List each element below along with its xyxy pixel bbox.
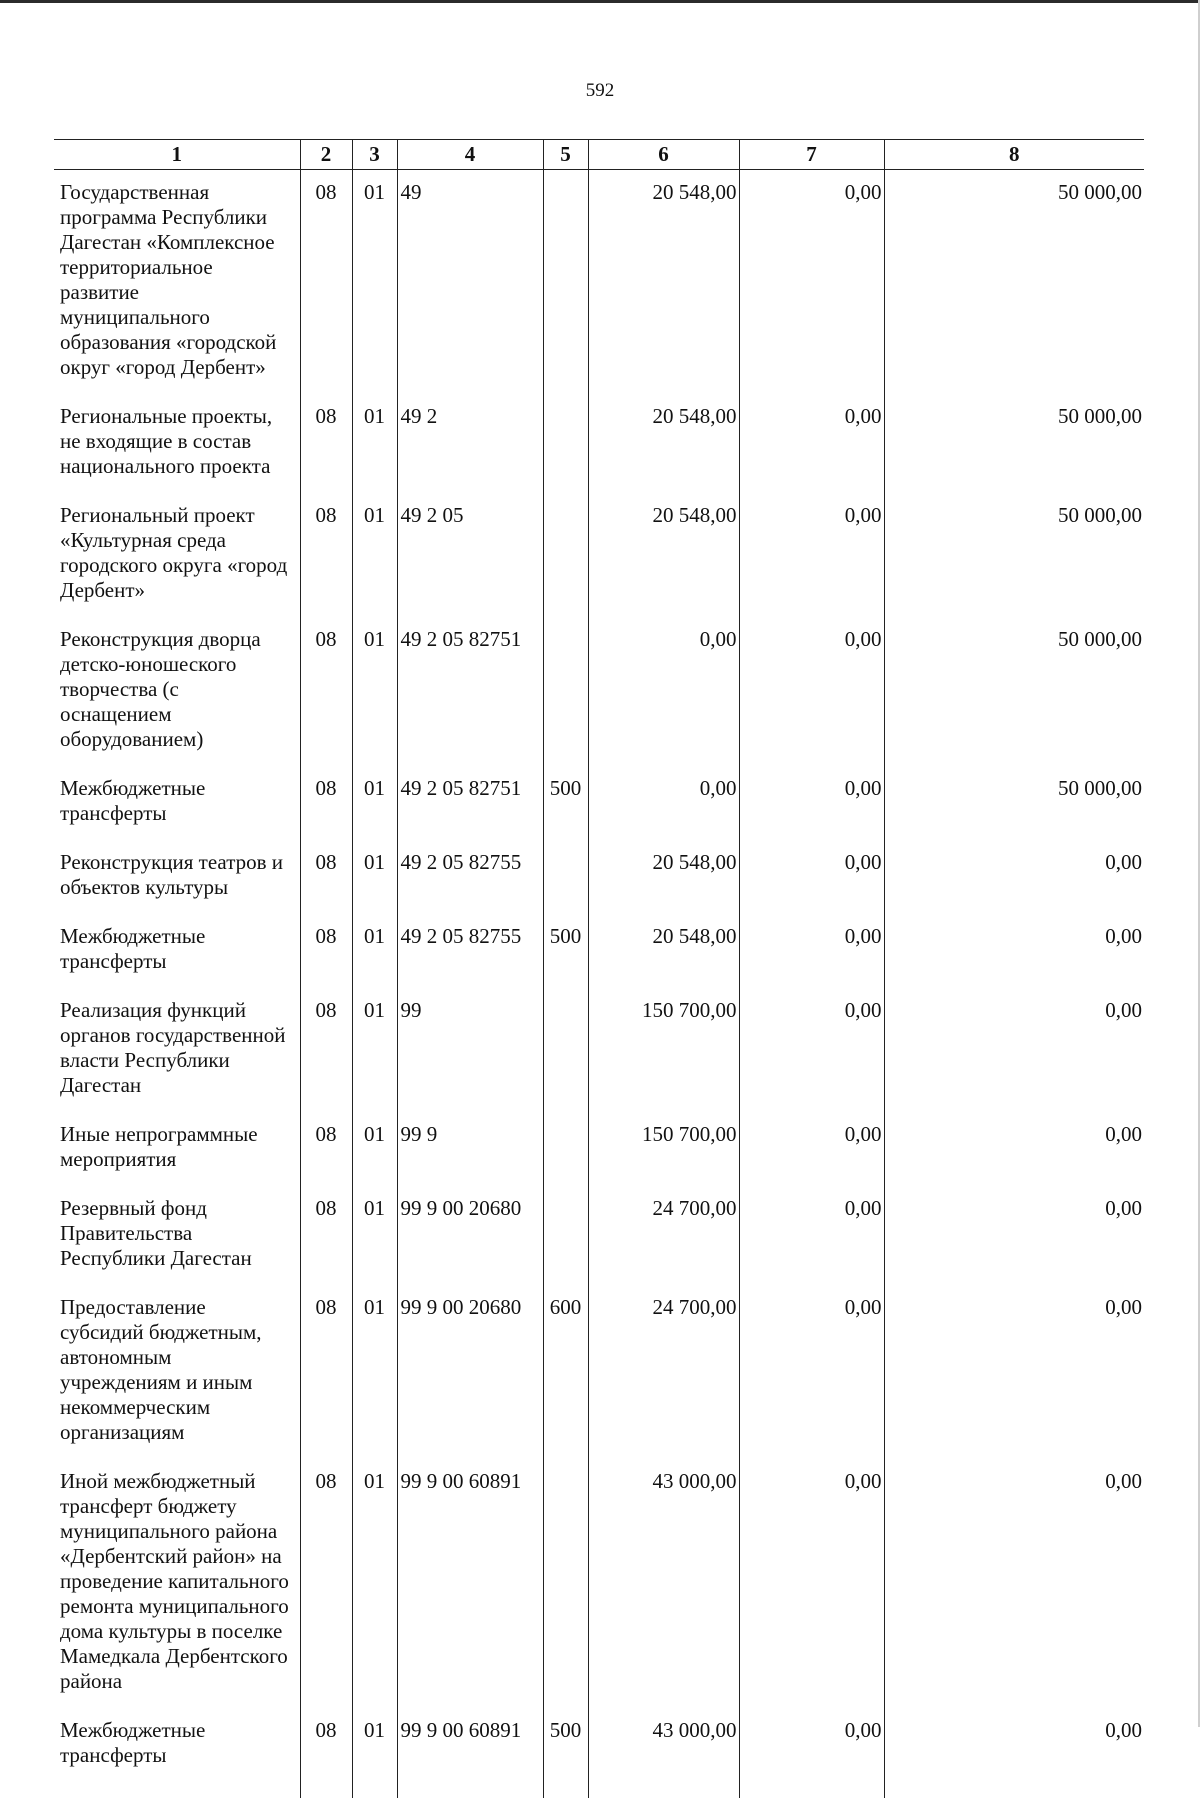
table-row — [54, 493, 1144, 617]
cell-expense-type: 500 — [543, 914, 588, 988]
cell-amount-col8: 50 000,00 — [884, 170, 1144, 395]
cell-section: 08 — [300, 1708, 352, 1782]
header-row — [54, 140, 1144, 170]
table-header — [54, 140, 1144, 170]
cell-amount-col7: 0,00 — [739, 1708, 884, 1782]
table-row — [54, 394, 1144, 493]
table-row — [54, 988, 1144, 1112]
spacer-cell — [543, 1782, 588, 1798]
cell-amount-col8: 0,00 — [884, 840, 1144, 914]
table-row — [54, 1285, 1144, 1459]
cell-name: Региональный проект «Культурная среда городского округа «город Дербент» — [54, 493, 300, 617]
cell-target-code: 49 — [397, 170, 543, 395]
cell-section: 08 — [300, 988, 352, 1112]
table-row — [54, 914, 1144, 988]
header-col-4: 4 — [397, 140, 543, 170]
cell-amount-col7: 0,00 — [739, 1285, 884, 1459]
cell-amount-col6: 20 548,00 — [588, 394, 739, 493]
cell-amount-col6: 0,00 — [588, 617, 739, 766]
cell-target-code: 99 9 00 60891 — [397, 1708, 543, 1782]
cell-amount-col6: 24 700,00 — [588, 1186, 739, 1285]
cell-amount-col8: 0,00 — [884, 1285, 1144, 1459]
cell-subsection: 01 — [352, 493, 397, 617]
cell-amount-col6: 20 548,00 — [588, 914, 739, 988]
table-row — [54, 1708, 1144, 1782]
cell-name: Межбюджетные трансферты — [54, 766, 300, 840]
page-number: 592 — [0, 80, 1200, 102]
cell-amount-col8: 0,00 — [884, 914, 1144, 988]
cell-target-code: 49 2 05 82751 — [397, 617, 543, 766]
cell-expense-type — [543, 1459, 588, 1708]
cell-name: Региональные проекты, не входящие в состав национального проекта — [54, 394, 300, 493]
cell-subsection: 01 — [352, 1708, 397, 1782]
cell-target-code: 49 2 05 82751 — [397, 766, 543, 840]
cell-expense-type — [543, 988, 588, 1112]
cell-name: Реконструкция театров и объектов культуры — [54, 840, 300, 914]
cell-section: 08 — [300, 170, 352, 395]
cell-name: Резервный фонд Правительства Республики Дагестан — [54, 1186, 300, 1285]
cell-section: 08 — [300, 1186, 352, 1285]
table-body — [54, 170, 1144, 1798]
cell-subsection: 01 — [352, 766, 397, 840]
cell-amount-col6: 20 548,00 — [588, 493, 739, 617]
cell-expense-type — [543, 840, 588, 914]
table-row — [54, 1186, 1144, 1285]
cell-amount-col7: 0,00 — [739, 766, 884, 840]
cell-subsection: 01 — [352, 914, 397, 988]
cell-expense-type — [543, 493, 588, 617]
cell-amount-col8: 0,00 — [884, 1186, 1144, 1285]
cell-target-code: 99 9 — [397, 1112, 543, 1186]
header-col-7: 7 — [739, 140, 884, 170]
header-col-1: 1 — [54, 140, 300, 170]
cell-amount-col6: 43 000,00 — [588, 1459, 739, 1708]
cell-amount-col7: 0,00 — [739, 840, 884, 914]
cell-amount-col8: 50 000,00 — [884, 766, 1144, 840]
cell-target-code: 49 2 05 — [397, 493, 543, 617]
cell-amount-col6: 20 548,00 — [588, 170, 739, 395]
cell-target-code: 49 2 05 82755 — [397, 914, 543, 988]
spacer-cell — [54, 1782, 300, 1798]
budget-table — [54, 139, 1144, 1798]
cell-subsection: 01 — [352, 617, 397, 766]
cell-amount-col6: 150 700,00 — [588, 1112, 739, 1186]
cell-amount-col6: 43 000,00 — [588, 1708, 739, 1782]
cell-expense-type: 600 — [543, 1285, 588, 1459]
scan-edge-top — [0, 0, 1200, 3]
cell-amount-col6: 0,00 — [588, 766, 739, 840]
cell-target-code: 99 9 00 60891 — [397, 1459, 543, 1708]
cell-target-code: 99 9 00 20680 — [397, 1186, 543, 1285]
cell-expense-type — [543, 170, 588, 395]
header-col-3: 3 — [352, 140, 397, 170]
cell-expense-type — [543, 1112, 588, 1186]
cell-amount-col8: 50 000,00 — [884, 394, 1144, 493]
cell-expense-type — [543, 1186, 588, 1285]
cell-section: 08 — [300, 394, 352, 493]
cell-name: Межбюджетные трансферты — [54, 914, 300, 988]
cell-target-code: 99 — [397, 988, 543, 1112]
cell-amount-col8: 0,00 — [884, 1708, 1144, 1782]
cell-amount-col7: 0,00 — [739, 1186, 884, 1285]
cell-name: Предоставление субсидий бюджетным, автономным учреждениям и иным некоммерческим организациям — [54, 1285, 300, 1459]
cell-name: Государственная программа Республики Дагестан «Комплексное территориальное развитие муниципального образования «городской округ «город Дербент» — [54, 170, 300, 395]
cell-target-code: 99 9 00 20680 — [397, 1285, 543, 1459]
cell-amount-col8: 0,00 — [884, 1112, 1144, 1186]
cell-amount-col7: 0,00 — [739, 914, 884, 988]
table-row — [54, 766, 1144, 840]
cell-amount-col6: 24 700,00 — [588, 1285, 739, 1459]
cell-target-code: 49 2 — [397, 394, 543, 493]
spacer-cell — [588, 1782, 739, 1798]
spacer-cell — [352, 1782, 397, 1798]
spacer-cell — [884, 1782, 1144, 1798]
cell-expense-type — [543, 394, 588, 493]
table-row — [54, 1459, 1144, 1708]
cell-section: 08 — [300, 617, 352, 766]
cell-subsection: 01 — [352, 170, 397, 395]
cell-amount-col7: 0,00 — [739, 617, 884, 766]
cell-section: 08 — [300, 493, 352, 617]
cell-target-code: 49 2 05 82755 — [397, 840, 543, 914]
cell-name: Реконструкция дворца детско-юношеского творчества (с оснащением оборудованием) — [54, 617, 300, 766]
cell-amount-col7: 0,00 — [739, 1112, 884, 1186]
cell-subsection: 01 — [352, 1459, 397, 1708]
cell-section: 08 — [300, 1112, 352, 1186]
cell-subsection: 01 — [352, 394, 397, 493]
cell-expense-type: 500 — [543, 766, 588, 840]
table-end-spacer — [54, 1782, 1144, 1798]
table-row — [54, 170, 1144, 395]
header-col-6: 6 — [588, 140, 739, 170]
cell-amount-col7: 0,00 — [739, 493, 884, 617]
header-col-2: 2 — [300, 140, 352, 170]
cell-name: Иной межбюджетный трансферт бюджету муниципального района «Дербентский район» на проведение капитального ремонта муниципального дома культуры в поселке Мамедкала Дербентского района — [54, 1459, 300, 1708]
cell-name: Иные непрограммные мероприятия — [54, 1112, 300, 1186]
cell-amount-col8: 0,00 — [884, 988, 1144, 1112]
cell-amount-col8: 50 000,00 — [884, 493, 1144, 617]
cell-amount-col6: 150 700,00 — [588, 988, 739, 1112]
spacer-cell — [300, 1782, 352, 1798]
spacer-cell — [397, 1782, 543, 1798]
cell-expense-type: 500 — [543, 1708, 588, 1782]
table-row — [54, 840, 1144, 914]
spacer-cell — [739, 1782, 884, 1798]
cell-subsection: 01 — [352, 1285, 397, 1459]
cell-amount-col6: 20 548,00 — [588, 840, 739, 914]
cell-amount-col7: 0,00 — [739, 1459, 884, 1708]
cell-subsection: 01 — [352, 1112, 397, 1186]
cell-subsection: 01 — [352, 1186, 397, 1285]
cell-section: 08 — [300, 914, 352, 988]
cell-amount-col8: 50 000,00 — [884, 617, 1144, 766]
cell-expense-type — [543, 617, 588, 766]
table-row — [54, 1112, 1144, 1186]
header-col-8: 8 — [884, 140, 1144, 170]
table-row — [54, 617, 1144, 766]
cell-subsection: 01 — [352, 988, 397, 1112]
header-col-5: 5 — [543, 140, 588, 170]
cell-amount-col8: 0,00 — [884, 1459, 1144, 1708]
cell-name: Реализация функций органов государственной власти Республики Дагестан — [54, 988, 300, 1112]
cell-amount-col7: 0,00 — [739, 170, 884, 395]
cell-name: Межбюджетные трансферты — [54, 1708, 300, 1782]
cell-section: 08 — [300, 766, 352, 840]
cell-amount-col7: 0,00 — [739, 394, 884, 493]
cell-section: 08 — [300, 1459, 352, 1708]
cell-subsection: 01 — [352, 840, 397, 914]
cell-section: 08 — [300, 840, 352, 914]
cell-section: 08 — [300, 1285, 352, 1459]
cell-amount-col7: 0,00 — [739, 988, 884, 1112]
